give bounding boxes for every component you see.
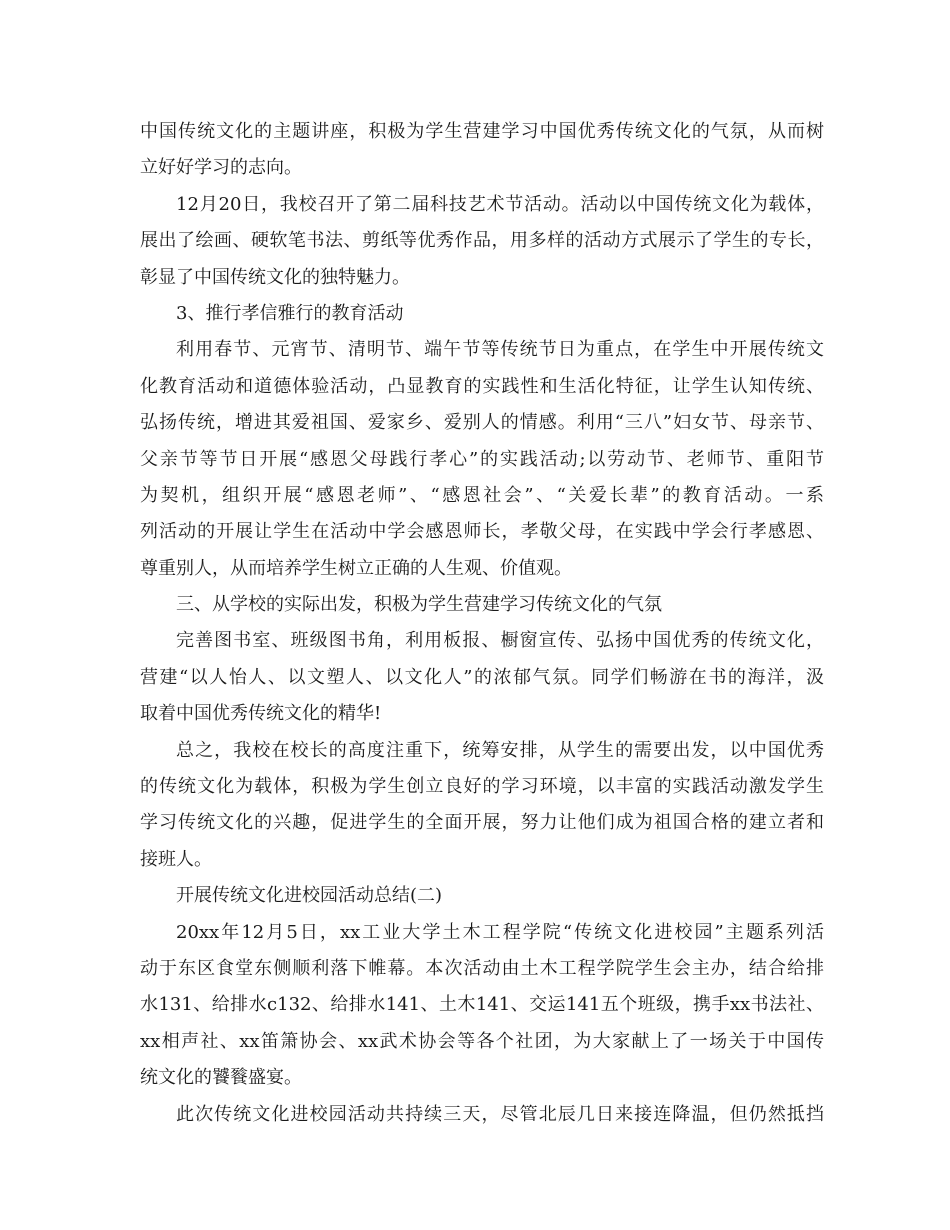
text-line: xx相声社、xx笛箫协会、xx武术协会等各个社团，为大家献上了一场关于中国传 (140, 1030, 824, 1052)
text-line: 接班人。 (140, 848, 212, 870)
text-line: 立好好学习的志向。 (140, 157, 302, 179)
text-line: 动于东区食堂东侧顺利落下帷幕。本次活动由土木工程学院学生会主办，结合给排 (140, 957, 824, 979)
text-line: 学习传统文化的兴趣，促进学生的全面开展，努力让他们成为祖国合格的建立者和 (140, 812, 824, 834)
text-line: 此次传统文化进校园活动共持续三天，尽管北辰几日来接连降温，但仍然抵挡 (176, 1103, 824, 1125)
text-line: 12月20日，我校召开了第二届科技艺术节活动。活动以中国传统文化为载体， (176, 193, 824, 215)
text-line: 三、从学校的实际出发，积极为学生营建学习传统文化的气氛 (176, 594, 662, 616)
text-line: 统文化的饕餮盛宴。 (140, 1067, 302, 1089)
text-line: 取着中国优秀传统文化的精华! (140, 703, 382, 725)
text-line: 开展传统文化进校园活动总结(二) (176, 885, 443, 907)
text-line: 彰显了中国传统文化的独特魅力。 (140, 266, 410, 288)
text-line: 20xx年12月5日，xx工业大学土木工程学院“传统文化进校园”主题系列活 (176, 921, 824, 943)
text-line: 总之，我校在校长的高度注重下，统筹安排，从学生的需要出发，以中国优秀 (176, 739, 824, 761)
text-line: 为契机，组织开展“感恩老师”、“感恩社会”、“关爱长辈”的教育活动。一系 (140, 484, 824, 506)
text-line: 3、推行孝信雅行的教育活动 (176, 302, 404, 324)
text-line: 利用春节、元宵节、清明节、端午节等传统节日为重点，在学生中开展传统文 (176, 339, 824, 361)
text-line: 营建“以人怡人、以文塑人、以文化人”的浓郁气氛。同学们畅游在书的海洋，汲 (140, 666, 824, 688)
text-line: 列活动的开展让学生在活动中学会感恩师长，孝敬父母，在实践中学会行孝感恩、 (140, 521, 824, 543)
text-line: 弘扬传统，增进其爱祖国、爱家乡、爱别人的情感。利用“三八”妇女节、母亲节、 (140, 412, 824, 434)
text-line: 水131、给排水c132、给排水141、土木141、交运141五个班级，携手xx书法社、 (140, 994, 824, 1016)
text-line: 完善图书室、班级图书角，利用板报、橱窗宣传、弘扬中国优秀的传统文化， (176, 630, 824, 652)
text-line: 父亲节等节日开展“感恩父母践行孝心”的实践活动;以劳动节、老师节、重阳节 (140, 448, 824, 470)
text-line: 化教育活动和道德体验活动，凸显教育的实践性和生活化特征，让学生认知传统、 (140, 375, 824, 397)
document-body (140, 114, 824, 1133)
text-line: 中国传统文化的主题讲座，积极为学生营建学习中国优秀传统文化的气氛，从而树 (140, 121, 824, 142)
text-line: 的传统文化为载体，积极为学生创立良好的学习环境，以丰富的实践活动激发学生 (140, 776, 824, 798)
text-line: 展出了绘画、硬软笔书法、剪纸等优秀作品，用多样的活动方式展示了学生的专长， (140, 230, 824, 252)
text-line: 尊重别人，从而培养学生树立正确的人生观、价值观。 (140, 557, 572, 579)
